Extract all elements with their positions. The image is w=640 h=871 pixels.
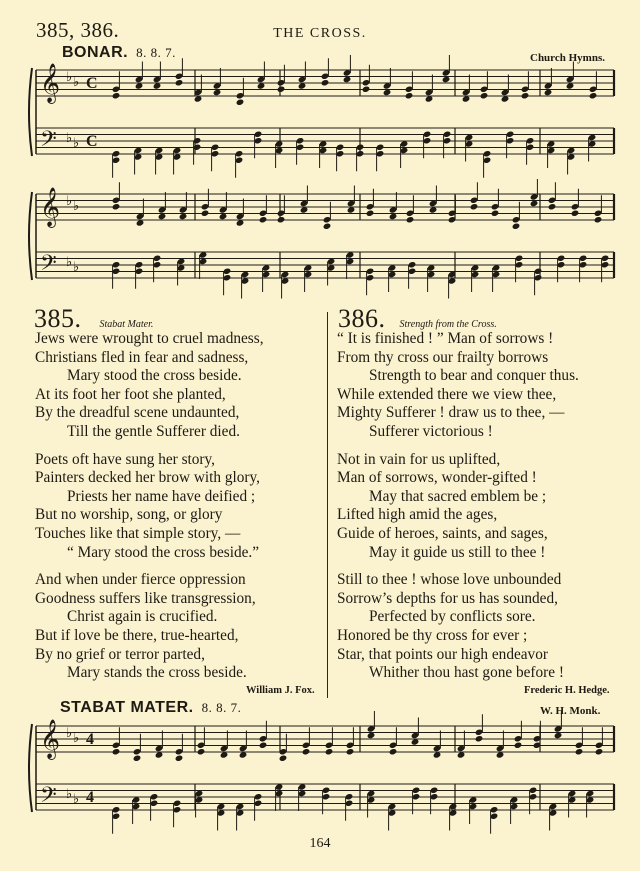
verse-line: Perfected by conflicts sore. xyxy=(369,608,536,626)
column-divider xyxy=(327,312,328,698)
flat-sign: ♭ xyxy=(66,725,73,740)
hymn-number: 385. xyxy=(34,304,82,333)
flat-sign: ♭ xyxy=(73,135,80,150)
note-head xyxy=(175,755,184,762)
tune-meter: 8. 8. 7. xyxy=(201,700,242,715)
flat-sign: ♭ xyxy=(73,259,80,274)
verse-line: Sufferer victorious ! xyxy=(369,422,493,440)
note-head xyxy=(112,203,121,210)
verse-line: Till the gentle Sufferer died. xyxy=(67,422,240,440)
verse-line: By the dreadful scene undaunted, xyxy=(35,404,240,422)
note-head xyxy=(548,203,557,210)
note-head xyxy=(521,92,530,99)
note-head xyxy=(277,216,286,223)
hymn-subtitle: Strength from the Cross. xyxy=(399,319,497,330)
verse-line: Painters decked her brow with glory, xyxy=(35,469,261,487)
flat-sign: ♭ xyxy=(73,198,80,213)
note-head xyxy=(571,210,580,217)
flat-sign: ♭ xyxy=(66,193,73,208)
verse-line: While extended there we view thee, xyxy=(337,385,557,403)
note-head xyxy=(475,735,484,742)
note-head xyxy=(321,79,330,86)
verse-line: May it guide us still to thee ! xyxy=(369,543,546,561)
note-head xyxy=(346,748,355,755)
music-bonar-system-2 xyxy=(0,186,640,296)
verse-line: Man of sorrows, wonder-gifted ! xyxy=(337,469,537,487)
flat-sign: ♭ xyxy=(66,69,73,84)
note-head xyxy=(362,86,371,93)
time-signature: C xyxy=(86,75,98,92)
note-head xyxy=(366,210,375,217)
note-head xyxy=(595,748,604,755)
verse-line: Priests her name have deified ; xyxy=(67,487,256,505)
note-head xyxy=(112,92,121,99)
note-head xyxy=(594,216,603,223)
verse-line: Mary stood the cross beside. xyxy=(67,367,242,385)
verse-line: But if love be there, true-hearted, xyxy=(35,626,239,644)
verse-line: Christians fled in fear and sadness, xyxy=(35,348,249,366)
hymn-subtitle: Stabat Mater. xyxy=(99,319,154,330)
hymn-number: 386. xyxy=(338,304,386,333)
tune-meter: 8. 8. 7. xyxy=(136,45,176,60)
note-head xyxy=(279,755,288,762)
time-signature: 4 xyxy=(86,789,94,806)
verse-line: Christ again is crucified. xyxy=(67,608,218,626)
tune-source: Church Hymns. xyxy=(530,52,605,64)
flat-sign: ♭ xyxy=(73,74,80,89)
verse-line: But no worship, song, or glory xyxy=(35,506,223,524)
verse-line: Mary stands the cross beside. xyxy=(67,664,247,682)
page-number: 164 xyxy=(309,836,331,851)
note-head xyxy=(259,742,268,749)
verse-line: Guide of heroes, saints, and sages, xyxy=(337,524,548,542)
note-head xyxy=(325,748,334,755)
note-head xyxy=(480,92,489,99)
verse-line: Sorrow’s depths for us has sounded, xyxy=(337,589,558,607)
flat-sign: ♭ xyxy=(73,791,80,806)
verse-line: Still to thee ! whose love unbounded xyxy=(337,571,562,589)
flat-sign: ♭ xyxy=(66,254,73,269)
note-head xyxy=(197,748,206,755)
tune-composer: W. H. Monk. xyxy=(540,705,601,717)
note-head xyxy=(302,748,311,755)
note-head xyxy=(133,755,142,762)
note-head xyxy=(470,203,479,210)
verse-line: Jews were wrought to cruel madness, xyxy=(35,330,264,347)
note-head xyxy=(405,92,414,99)
verse-line: Star, that points our high endeavor xyxy=(337,645,548,663)
note-head xyxy=(175,79,184,86)
verse-line: From thy cross our frailty borrows xyxy=(337,348,549,366)
tune-stabat-mater-heading xyxy=(60,699,241,717)
verse-line: Poets oft have sung her story, xyxy=(35,450,215,468)
time-signature: 4 xyxy=(86,731,94,748)
note-head xyxy=(514,742,523,749)
note-head xyxy=(201,210,210,217)
music-bonar-system-1 xyxy=(0,62,640,172)
page-title: THE CROSS. xyxy=(273,26,367,41)
bass-clef: 𝄢 xyxy=(40,127,57,157)
verse-line: And when under fierce oppression xyxy=(35,571,246,589)
note-head xyxy=(512,223,521,230)
verse-line: Not in vain for us uplifted, xyxy=(337,450,501,468)
music-stabat-mater-system xyxy=(0,718,640,828)
verse-line: At its foot her foot she planted, xyxy=(35,385,226,403)
flat-sign: ♭ xyxy=(73,730,80,745)
treble-clef: 𝄞 xyxy=(40,63,61,103)
verse-line: By no grief or terror parted, xyxy=(35,645,205,663)
verse-line: “ Mary stood the cross beside.” xyxy=(67,543,260,561)
verse-line: May that sacred emblem be ; xyxy=(369,487,547,505)
hymn-numbers: 385, 386. xyxy=(36,18,120,42)
hymn-385-author: William J. Fox. xyxy=(246,685,315,696)
note-head xyxy=(589,92,598,99)
hymn-386-text xyxy=(337,330,579,683)
tune-name: BONAR. xyxy=(62,44,129,61)
verse-line: Touches like that simple story, — xyxy=(35,524,241,542)
note-head xyxy=(323,223,332,230)
verse-line: Lifted high amid the ages, xyxy=(337,506,498,524)
hymn-386-author: Frederic H. Hedge. xyxy=(524,685,610,696)
tune-bonar-heading xyxy=(62,44,176,62)
treble-clef: 𝄞 xyxy=(40,187,61,227)
flat-sign: ♭ xyxy=(66,130,73,145)
note-head xyxy=(259,216,268,223)
tune-name: STABAT MATER. xyxy=(60,699,194,716)
note-head xyxy=(389,748,398,755)
hymn-385-text xyxy=(35,330,264,683)
bass-clef: 𝄢 xyxy=(40,251,57,281)
verse-line: Strength to bear and conquer thus. xyxy=(369,367,579,385)
verse-line: Whither thou hast gone before ! xyxy=(369,664,564,682)
verse-line: “ It is finished ! ” Man of sorrows ! xyxy=(337,330,554,347)
note-head xyxy=(236,99,245,106)
bass-clef: 𝄢 xyxy=(40,783,57,813)
note-head xyxy=(277,86,286,93)
time-signature: C xyxy=(86,133,98,150)
note-head xyxy=(112,748,121,755)
note-head xyxy=(575,748,584,755)
note-head xyxy=(406,216,415,223)
verse-line: Goodness suffers like transgression, xyxy=(35,589,256,607)
flat-sign: ♭ xyxy=(66,786,73,801)
verse-line: Mighty Sufferer ! draw us to thee, — xyxy=(337,404,565,422)
note-head xyxy=(491,210,500,217)
verse-line: Honored be thy cross for ever ; xyxy=(337,626,528,644)
treble-clef: 𝄞 xyxy=(40,719,61,759)
